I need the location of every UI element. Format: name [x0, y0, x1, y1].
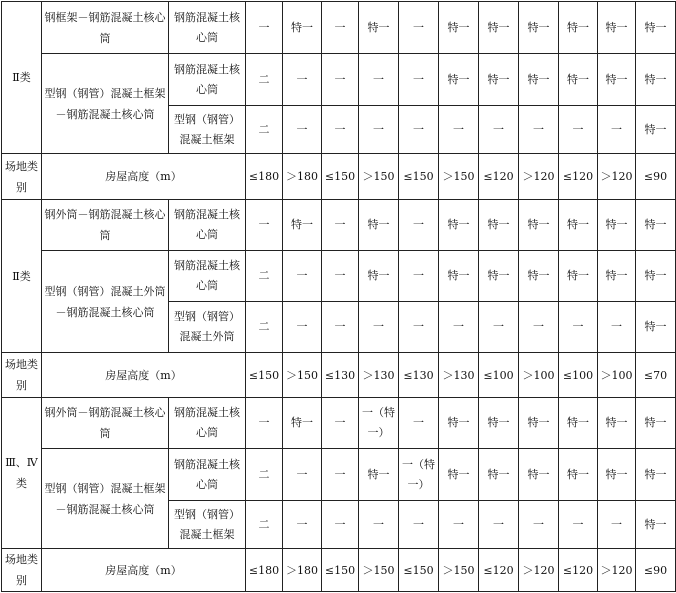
table-row	[2, 200, 676, 251]
table-row	[2, 449, 676, 501]
height-limit-cell: ≤100	[559, 353, 598, 398]
site-category-label: 场地类别	[2, 549, 42, 592]
table-row	[2, 2, 676, 54]
structure-system-cell: 型钢（钢管）混凝土框架－钢筋混凝土核心筒	[42, 449, 169, 549]
grade-cell: 一	[399, 54, 439, 106]
height-limit-cell: ＞150	[439, 154, 479, 200]
building-height-label: 房屋高度（m）	[42, 353, 246, 398]
grade-cell: 特一	[479, 200, 519, 251]
height-limit-cell: ＞120	[598, 154, 636, 200]
core-type-cell: 型钢（钢管）混凝土框架	[169, 501, 246, 549]
height-limit-cell: ≤120	[479, 549, 519, 592]
grade-cell: 特一	[598, 449, 636, 501]
structure-system-cell: 型钢（钢管）混凝土外筒－钢筋混凝土核心筒	[42, 251, 169, 353]
grade-cell: 一（特一）	[399, 449, 439, 501]
core-type-cell: 钢筋混凝土核心筒	[169, 2, 246, 54]
grade-cell: 特一	[439, 54, 479, 106]
structure-system-cell: 钢外筒－钢筋混凝土核心筒	[42, 398, 169, 449]
height-row	[2, 154, 676, 200]
grade-cell: 一	[283, 251, 322, 302]
table-row	[2, 251, 676, 302]
grade-cell: 一	[359, 54, 399, 106]
grade-cell: 特一	[479, 398, 519, 449]
grade-cell: 特一	[519, 54, 559, 106]
height-limit-cell: ＞150	[359, 549, 399, 592]
height-limit-cell: ≤90	[636, 154, 676, 200]
grade-cell: 一	[399, 106, 439, 154]
grade-cell: 特一	[283, 398, 322, 449]
height-limit-cell: ≤70	[636, 353, 676, 398]
grade-cell: 特一	[479, 449, 519, 501]
grade-cell: 特一	[559, 54, 598, 106]
grade-cell: 特一	[283, 200, 322, 251]
grade-cell: 一	[399, 302, 439, 353]
grade-cell: 特一	[559, 398, 598, 449]
grade-cell: 一	[283, 501, 322, 549]
grade-cell: 一	[399, 2, 439, 54]
grade-cell: 特一	[598, 251, 636, 302]
grade-cell: 一	[322, 200, 359, 251]
grade-cell: 二	[246, 449, 283, 501]
grade-cell: 一	[598, 501, 636, 549]
table-body	[2, 2, 676, 592]
grade-cell: 一	[439, 302, 479, 353]
core-type-cell: 钢筋混凝土核心筒	[169, 449, 246, 501]
grade-cell: 一	[283, 302, 322, 353]
height-limit-cell: ≤150	[399, 154, 439, 200]
grade-cell: 二	[246, 251, 283, 302]
structure-system-cell: 钢外筒－钢筋混凝土核心筒	[42, 200, 169, 251]
height-limit-cell: ＞100	[519, 353, 559, 398]
grade-cell: 一	[598, 302, 636, 353]
grade-cell: 一	[559, 106, 598, 154]
site-category-cell: Ⅱ类	[2, 2, 42, 154]
grade-cell: 特一	[359, 251, 399, 302]
site-category-cell: Ⅲ、Ⅳ类	[2, 398, 42, 549]
height-limit-cell: ＞130	[359, 353, 399, 398]
grade-cell: 一	[322, 106, 359, 154]
seismic-grade-table	[1, 1, 676, 592]
grade-cell: 一	[399, 398, 439, 449]
table-row	[2, 398, 676, 449]
grade-cell: 特一	[439, 2, 479, 54]
grade-cell: 特一	[559, 200, 598, 251]
grade-cell: 特一	[359, 449, 399, 501]
height-limit-cell: ≤180	[246, 154, 283, 200]
structure-system-cell: 型钢（钢管）混凝土框架－钢筋混凝土核心筒	[42, 54, 169, 154]
grade-cell: 一（特一）	[359, 398, 399, 449]
grade-cell: 特一	[479, 251, 519, 302]
grade-cell: 特一	[519, 2, 559, 54]
height-limit-cell: ≤90	[636, 549, 676, 592]
site-category-label: 场地类别	[2, 154, 42, 200]
height-row	[2, 549, 676, 592]
grade-cell: 特一	[636, 302, 676, 353]
table-row	[2, 54, 676, 106]
height-limit-cell: ＞120	[598, 549, 636, 592]
grade-cell: 特一	[519, 449, 559, 501]
height-limit-cell: ＞180	[283, 154, 322, 200]
site-category-cell: Ⅱ类	[2, 200, 42, 353]
grade-cell: 特一	[636, 2, 676, 54]
grade-cell: 一	[598, 106, 636, 154]
grade-cell: 一	[322, 398, 359, 449]
grade-cell: 特一	[359, 200, 399, 251]
height-limit-cell: ≤150	[246, 353, 283, 398]
grade-cell: 一	[399, 200, 439, 251]
core-type-cell: 钢筋混凝土核心筒	[169, 200, 246, 251]
grade-cell: 特一	[439, 398, 479, 449]
grade-cell: 一	[322, 54, 359, 106]
height-limit-cell: ≤130	[399, 353, 439, 398]
height-limit-cell: ＞150	[439, 549, 479, 592]
grade-cell: 特一	[598, 200, 636, 251]
height-limit-cell: ＞150	[283, 353, 322, 398]
grade-cell: 特一	[359, 2, 399, 54]
grade-cell: 二	[246, 302, 283, 353]
grade-cell: 一	[322, 302, 359, 353]
grade-cell: 二	[246, 106, 283, 154]
grade-cell: 一	[283, 449, 322, 501]
height-limit-cell: ≤180	[246, 549, 283, 592]
grade-cell: 特一	[636, 106, 676, 154]
grade-cell: 一	[399, 501, 439, 549]
height-limit-cell: ≤150	[322, 154, 359, 200]
grade-cell: 特一	[636, 398, 676, 449]
core-type-cell: 型钢（钢管）混凝土外筒	[169, 302, 246, 353]
grade-cell: 一	[359, 302, 399, 353]
grade-cell: 二	[246, 501, 283, 549]
grade-cell: 特一	[598, 398, 636, 449]
height-limit-cell: ≤120	[559, 549, 598, 592]
grade-cell: 一	[519, 501, 559, 549]
grade-cell: 一	[479, 501, 519, 549]
grade-cell: 一	[322, 251, 359, 302]
grade-cell: 特一	[636, 54, 676, 106]
grade-cell: 一	[439, 106, 479, 154]
grade-cell: 特一	[519, 251, 559, 302]
grade-cell: 特一	[283, 2, 322, 54]
height-limit-cell: ＞180	[283, 549, 322, 592]
height-row	[2, 353, 676, 398]
height-limit-cell: ＞120	[519, 154, 559, 200]
grade-cell: 特一	[598, 54, 636, 106]
grade-cell: 二	[246, 54, 283, 106]
core-type-cell: 钢筋混凝土核心筒	[169, 251, 246, 302]
grade-cell: 一	[399, 251, 439, 302]
grade-cell: 一	[559, 501, 598, 549]
grade-cell: 特一	[559, 251, 598, 302]
height-limit-cell: ≤130	[322, 353, 359, 398]
building-height-label: 房屋高度（m）	[42, 154, 246, 200]
grade-cell: 特一	[439, 251, 479, 302]
grade-cell: 特一	[559, 449, 598, 501]
grade-cell: 特一	[636, 200, 676, 251]
core-type-cell: 钢筋混凝土核心筒	[169, 398, 246, 449]
height-limit-cell: ＞130	[439, 353, 479, 398]
grade-cell: 特一	[439, 200, 479, 251]
building-height-label: 房屋高度（m）	[42, 549, 246, 592]
grade-cell: 特一	[636, 501, 676, 549]
grade-cell: 一	[519, 302, 559, 353]
grade-cell: 特一	[636, 251, 676, 302]
grade-cell: 一	[246, 200, 283, 251]
height-limit-cell: ＞150	[359, 154, 399, 200]
grade-cell: 一	[479, 106, 519, 154]
grade-cell: 特一	[479, 2, 519, 54]
grade-cell: 一	[359, 501, 399, 549]
height-limit-cell: ≤120	[559, 154, 598, 200]
grade-cell: 一	[283, 54, 322, 106]
grade-cell: 特一	[559, 2, 598, 54]
grade-cell: 一	[322, 449, 359, 501]
grade-cell: 特一	[439, 449, 479, 501]
grade-cell: 一	[283, 106, 322, 154]
grade-cell: 一	[322, 2, 359, 54]
grade-cell: 特一	[598, 2, 636, 54]
height-limit-cell: ≤100	[479, 353, 519, 398]
grade-cell: 一	[322, 501, 359, 549]
grade-cell: 一	[559, 302, 598, 353]
structure-system-cell: 钢框架－钢筋混凝土核心筒	[42, 2, 169, 54]
grade-cell: 特一	[636, 449, 676, 501]
grade-cell: 一	[439, 501, 479, 549]
grade-cell: 一	[246, 2, 283, 54]
height-limit-cell: ＞120	[519, 549, 559, 592]
site-category-label: 场地类别	[2, 353, 42, 398]
grade-cell: 一	[479, 302, 519, 353]
grade-cell: 一	[359, 106, 399, 154]
height-limit-cell: ≤150	[322, 549, 359, 592]
core-type-cell: 钢筋混凝土核心筒	[169, 54, 246, 106]
height-limit-cell: ≤120	[479, 154, 519, 200]
grade-cell: 特一	[519, 200, 559, 251]
height-limit-cell: ＞100	[598, 353, 636, 398]
grade-cell: 特一	[479, 54, 519, 106]
grade-cell: 一	[246, 398, 283, 449]
grade-cell: 一	[519, 106, 559, 154]
core-type-cell: 型钢（钢管）混凝土框架	[169, 106, 246, 154]
height-limit-cell: ≤150	[399, 549, 439, 592]
grade-cell: 特一	[519, 398, 559, 449]
